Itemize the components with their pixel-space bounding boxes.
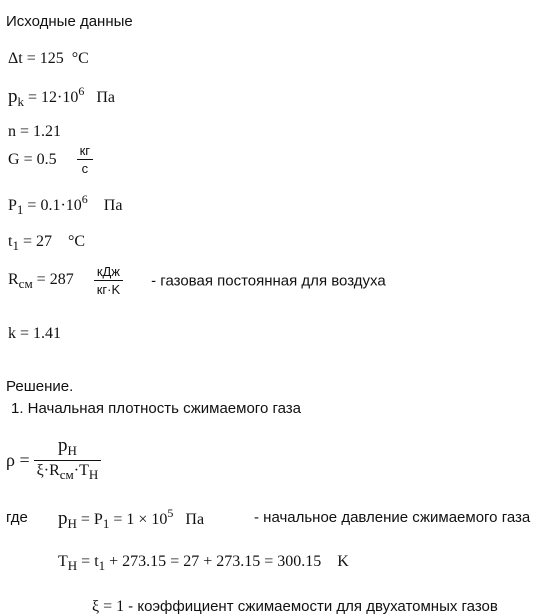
value: 0.5 [36,151,57,168]
subscript-2: 1 [102,516,110,531]
given-n [8,123,61,141]
initial-pressure [58,506,204,532]
note: - газовая постоянная для воздуха [151,272,386,290]
equals: = [20,325,30,342]
symbol: t [8,233,13,250]
equals: = [20,123,30,140]
note: - коэффициент сжимаемости для двухатомных газов [128,598,498,615]
equals-3: = [264,553,274,570]
equals: = [27,197,37,214]
term-t: t [94,553,99,570]
term-subscript: 1 [98,558,106,573]
exponent: 5 [167,506,174,520]
step-1-heading: 1. Начальная плотность сжимаемого газа [11,400,301,417]
equals: = [81,553,91,570]
value: 287 [49,270,74,288]
unit-fraction [77,143,93,177]
given-delta-t [8,50,89,68]
symbol: ξ [92,598,100,615]
value: 0.1·10 [40,197,82,214]
symbol: R [8,270,19,288]
given-G [8,143,93,177]
symbol: P [8,197,17,214]
value: 1 [116,598,125,615]
value: 1.41 [33,325,62,342]
unit-fraction [94,264,123,298]
subscript: 1 [16,202,24,217]
equals: = [19,449,30,470]
subscript: см [18,275,33,291]
subscript: k [17,94,24,109]
equals: = [36,270,46,288]
numerator: $p_H$ [58,435,77,458]
exponent: 6 [78,84,85,98]
equals: = [23,151,33,168]
unit-numerator: кг [79,143,91,158]
subscript: H [67,558,78,573]
unit-denominator: с [77,159,93,177]
unit: Па [185,511,205,528]
equals-2: = [113,511,123,528]
equals: = [22,233,32,250]
unit-numerator: кДж [96,264,121,279]
symbol: p [8,86,18,107]
value: 1.21 [33,123,62,140]
unit-denominator: кг·K [94,280,123,298]
pressure-note: - начальное давление сжимаемого газа [254,509,531,526]
solution-heading: Решение. [6,378,74,395]
term-add: + 273.15 [109,553,167,570]
symbol: k [8,325,16,342]
given-P1 [8,192,122,218]
equals-2: = [170,553,180,570]
symbol: p [58,508,68,529]
equals: = [103,598,113,615]
density-fraction [34,436,102,484]
symbol: n [8,123,16,140]
denominator: $\xi\cdot R_{см}\cdot T_H$ [34,460,102,484]
subscript: H [67,516,77,531]
unit: Па [96,89,116,106]
symbol: G [8,151,20,168]
exponent: 6 [81,192,88,206]
unit: Па [103,197,123,214]
value: 1 × 10 [126,511,168,528]
sum: 27 + 273.15 [183,553,261,570]
subscript: 1 [12,238,19,253]
value: 125 [39,50,64,67]
page-title: Исходные данные [6,13,133,30]
result: 300.15 [277,553,322,570]
unit: °C [71,50,89,67]
equals: = [26,50,36,67]
density-formula [6,436,101,484]
symbol-2: P [93,511,103,528]
given-k [8,325,61,343]
given-pk [8,84,115,110]
unit: K [337,553,349,570]
value: 12·10 [41,89,79,106]
where-label: где [6,509,28,526]
symbol: Δt [8,50,23,67]
initial-temperature [58,553,349,574]
equals: = [80,511,90,528]
compressibility [92,598,498,616]
value: 27 [35,233,52,250]
equals: = [28,89,38,106]
given-t1 [8,233,85,254]
symbol: T [58,553,68,570]
symbol: ρ [6,449,15,470]
given-Rcm [8,264,386,298]
unit: °C [67,233,86,250]
